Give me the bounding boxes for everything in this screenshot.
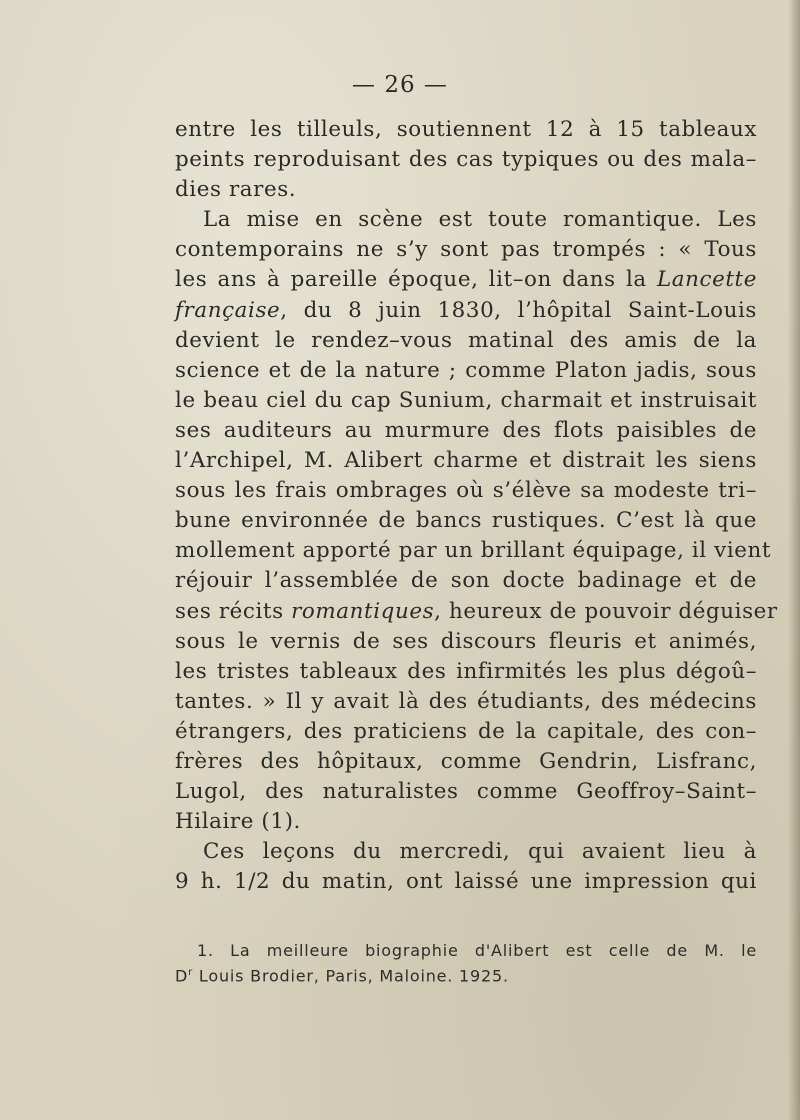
- text-line: devient le rendez–vous matinal des amis de la: [175, 327, 757, 353]
- text-line: l’Archipel, M. Alibert charme et distrait les siens: [175, 448, 757, 474]
- text-line: [175, 597, 778, 627]
- text-run: , du 8 juin 1830, l’hôpital Saint-Louis: [280, 297, 757, 323]
- text-line: dies rares.: [175, 177, 297, 203]
- page-number: — 26 —: [352, 72, 448, 98]
- footnote-line: 1. La meilleure biographie d'Alibert est celle de M. le: [197, 941, 757, 960]
- page-edge-shadow: [788, 0, 800, 1120]
- text-line: le beau ciel du cap Sunium, charmait et instruisait: [175, 387, 757, 413]
- text-run: les ans à pareille époque, lit–on dans la: [175, 267, 657, 293]
- journal-title-italic: française: [175, 297, 281, 323]
- text-line: les tristes tableaux des infirmités les plus dégoû–: [175, 658, 757, 684]
- text-line: entre les tilleuls, soutiennent 12 à 15 tableaux: [175, 117, 757, 142]
- footnote-text: Louis Brodier, Paris, Maloine. 1925.: [193, 966, 509, 986]
- text-line: ses auditeurs au murmure des flots paisibles de: [175, 417, 757, 443]
- text-line: contemporains ne s’y sont pas trompés : « Tous: [175, 237, 757, 263]
- text-line: sous le vernis de ses discours fleuris et animés,: [175, 628, 757, 654]
- text-line: [175, 296, 757, 326]
- text-line: frères des hôpitaux, comme Gendrin, Lisfranc,: [175, 748, 757, 774]
- footnote-superscript: r: [188, 967, 194, 978]
- text-line: 9 h. 1/2 du matin, ont laissé une impression qui: [175, 869, 757, 895]
- text-line: réjouir l’assemblée de son docte badinage et de: [175, 568, 757, 594]
- text-line: Hilaire (1).: [175, 809, 301, 835]
- footnote-line: [175, 962, 757, 984]
- text-line: Lugol, des naturalistes comme Geoffroy–Saint–: [175, 779, 757, 805]
- text-run: , heureux de pouvoir déguiser: [434, 598, 778, 624]
- footnote: [175, 940, 757, 984]
- journal-title-italic: Lancette: [656, 267, 757, 293]
- text-line: La mise en scène est toute romantique. Les: [203, 207, 757, 233]
- text-line: étrangers, des praticiens de la capitale, des con–: [175, 718, 757, 744]
- emphasis-italic: romantiques: [291, 598, 435, 624]
- text-line: Ces leçons du mercredi, qui avaient lieu à: [203, 839, 757, 865]
- footnote-text: D: [175, 966, 189, 986]
- text-line: peints reproduisant des cas typiques ou des mala–: [175, 147, 757, 173]
- body-text: [175, 115, 778, 897]
- text-line: mollement apporté par un brillant équipage, il vient: [175, 538, 772, 564]
- text-line: tantes. » Il y avait là des étudiants, des médecins: [175, 688, 757, 714]
- text-run: ses récits: [175, 598, 292, 624]
- text-line: bune environnée de bancs rustiques. C’est là que: [175, 508, 757, 534]
- text-line: [175, 265, 757, 295]
- text-line: sous les frais ombrages où s’élève sa modeste tri–: [175, 478, 757, 504]
- text-line: science et de la nature ; comme Platon jadis, sous: [175, 357, 757, 383]
